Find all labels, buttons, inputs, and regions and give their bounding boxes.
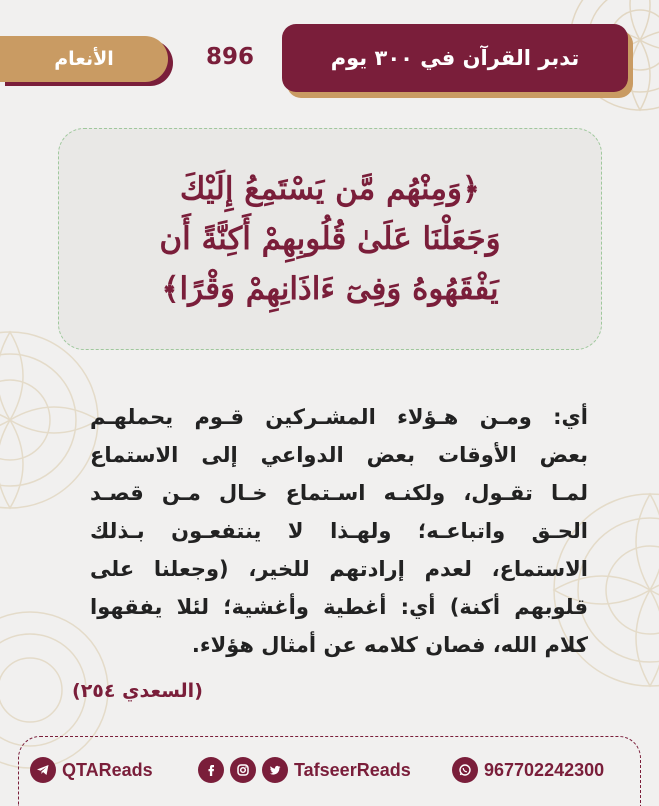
whatsapp-link[interactable] — [452, 757, 604, 783]
verse-line: ﴿وَمِنْهُم مَّن يَسْتَمِعُ إِلَيْكَ — [179, 171, 481, 207]
app-title-banner — [282, 24, 628, 92]
whatsapp-number: 967702242300 — [484, 759, 605, 780]
tafseer-line: كلام الله، فصان كلامه عن أمثال هؤلاء. — [191, 633, 588, 657]
whatsapp-icon — [452, 757, 478, 783]
tafseer-line: الاستماع، لعدم إرادتهم للخير، (وجعلنا على — [90, 557, 588, 581]
tafseer-source: (السعدي ٢٥٤) — [72, 680, 203, 702]
tafseer-line: قلوبهم أكنة) أي: أغطية وأغشية؛ لئلا يفقهوا — [90, 595, 588, 619]
verse-line: يَفْقَهُوهُ وَفِىٓ ءَاذَانِهِمْ وَقْرًا﴾ — [161, 271, 499, 307]
tafseer-line: الحـق واتباعـه؛ ولهـذا لا ينتفعـون بـذلك — [90, 519, 588, 543]
tafseer-line: أي: ومـن هـؤلاء المشـركين قـوم يحملهـم — [90, 405, 588, 429]
verse-box — [58, 128, 602, 350]
telegram-handle: QTAReads — [62, 759, 153, 780]
tafseer-text — [90, 398, 588, 664]
telegram-link[interactable] — [30, 757, 153, 783]
twitter-icon[interactable] — [262, 757, 288, 783]
tafseer-line: لمـا تقـول، ولكنـه اسـتماع خـال مـن قصـد — [90, 481, 588, 505]
facebook-icon[interactable] — [198, 757, 224, 783]
telegram-icon — [30, 757, 56, 783]
page-number: 896 — [205, 44, 254, 70]
app-title: تدبر القرآن في ٣٠٠ يوم — [330, 46, 580, 70]
surah-name: الأنعام — [54, 48, 114, 70]
instagram-icon[interactable] — [230, 757, 256, 783]
social-handle: TafseerReads — [294, 759, 411, 780]
verse-line: وَجَعَلْنَا عَلَىٰ قُلُوبِهِمْ أَكِنَّةً أَن — [159, 221, 501, 257]
surah-badge — [0, 36, 168, 82]
social-links[interactable] — [198, 757, 411, 783]
tafseer-line: بعض الأوقات بعض الدواعي إلى الاستماع — [90, 443, 588, 467]
